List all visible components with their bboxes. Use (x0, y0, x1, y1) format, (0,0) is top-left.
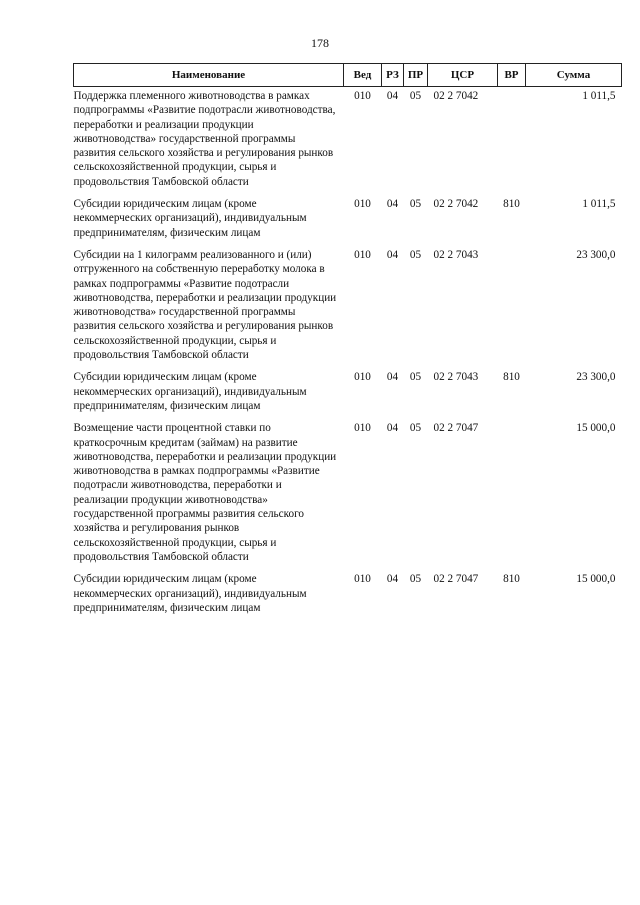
row-vr (498, 87, 526, 196)
row-pr: 05 (409, 198, 422, 211)
row-sum: 1 011,5 (582, 198, 616, 211)
row-sum: 1 011,5 (582, 90, 616, 102)
page-number: 178 (311, 36, 329, 50)
table-row (74, 246, 622, 368)
header-csr: ЦСР (428, 64, 498, 87)
header-pr: ПР (404, 64, 428, 87)
header-name: Наименование (74, 64, 344, 87)
row-sum: 15 000,0 (576, 422, 616, 435)
row-name: Субсидии юридическим лицам (кроме некоммерческих организаций), индивидуальным предпринимателям, физическим лицам (73, 198, 307, 239)
row-vr: 810 (503, 198, 520, 211)
row-rz: 04 (386, 248, 399, 261)
table-header-row (74, 64, 622, 87)
row-rz: 04 (386, 90, 399, 102)
table-row (74, 368, 622, 419)
row-ved: 010 (354, 371, 371, 384)
row-csr: 02 2 7042 (433, 90, 479, 102)
header-ved: Вед (344, 64, 382, 87)
row-csr: 02 2 7047 (433, 573, 479, 586)
table-row (74, 87, 622, 196)
row-name: Возмещение части процентной ставки по краткосрочным кредитам (займам) на развитие животноводства, переработки и реализации продукции животноводства в рамках подпрограммы «Развитие подотрасли животноводства, переработки и реализации продукции животноводства» государственной программы развития сельского хозяйства и регулирования рынков сельскохозяйственной продукции, сырья и продовольствия Тамбовской области (73, 422, 337, 563)
row-name: Субсидии на 1 килограмм реализованного и (или) отгруженного на собственную переработку молока в рамках подпрограммы «Развитие подотрасли животноводства, переработки и реализации продукции животноводства» государственной программы развития сельского хозяйства и регулирования рынков сельскохозяйственной продукции, сырья и продовольствия Тамбовской области (73, 248, 337, 362)
row-csr: 02 2 7047 (433, 422, 479, 435)
row-ved: 010 (354, 90, 371, 102)
row-vr: 810 (503, 573, 520, 586)
row-rz: 04 (386, 573, 399, 586)
row-pr: 05 (409, 90, 422, 102)
row-sum: 23 300,0 (576, 248, 616, 261)
row-ved: 010 (354, 422, 371, 435)
row-rz: 04 (386, 198, 399, 211)
row-csr: 02 2 7043 (433, 248, 479, 261)
table-row (74, 419, 622, 570)
header-rz: РЗ (382, 64, 404, 87)
row-rz: 04 (386, 371, 399, 384)
row-name: Поддержка племенного животноводства в рамках подпрограммы «Развитие подотрасли животноводства, переработки и реализации продукции животноводства» государственной программы развития сельского хозяйства и регулирования рынков сельскохозяйственной продукции, сырья и продовольствия Тамбовской области (73, 90, 336, 188)
row-rz: 04 (386, 422, 399, 435)
row-ved: 010 (354, 248, 371, 261)
row-ved: 010 (354, 573, 371, 586)
header-sum: Сумма (526, 64, 622, 87)
table-row (74, 195, 622, 246)
row-csr: 02 2 7043 (433, 371, 479, 384)
row-vr (498, 419, 526, 570)
row-ved: 010 (354, 198, 371, 211)
budget-table (73, 63, 622, 621)
row-sum: 15 000,0 (576, 573, 616, 586)
row-pr: 05 (409, 573, 422, 586)
header-vr: ВР (498, 64, 526, 87)
row-vr: 810 (503, 371, 520, 384)
table-row (74, 570, 622, 621)
row-sum: 23 300,0 (576, 371, 616, 384)
row-pr: 05 (409, 371, 422, 384)
row-name: Субсидии юридическим лицам (кроме некоммерческих организаций), индивидуальным предпринимателям, физическим лицам (73, 371, 307, 412)
row-csr: 02 2 7042 (433, 198, 479, 211)
row-name: Субсидии юридическим лицам (кроме некоммерческих организаций), индивидуальным предпринимателям, физическим лицам (73, 573, 307, 614)
row-vr (498, 246, 526, 368)
row-pr: 05 (409, 248, 422, 261)
row-pr: 05 (409, 422, 422, 435)
